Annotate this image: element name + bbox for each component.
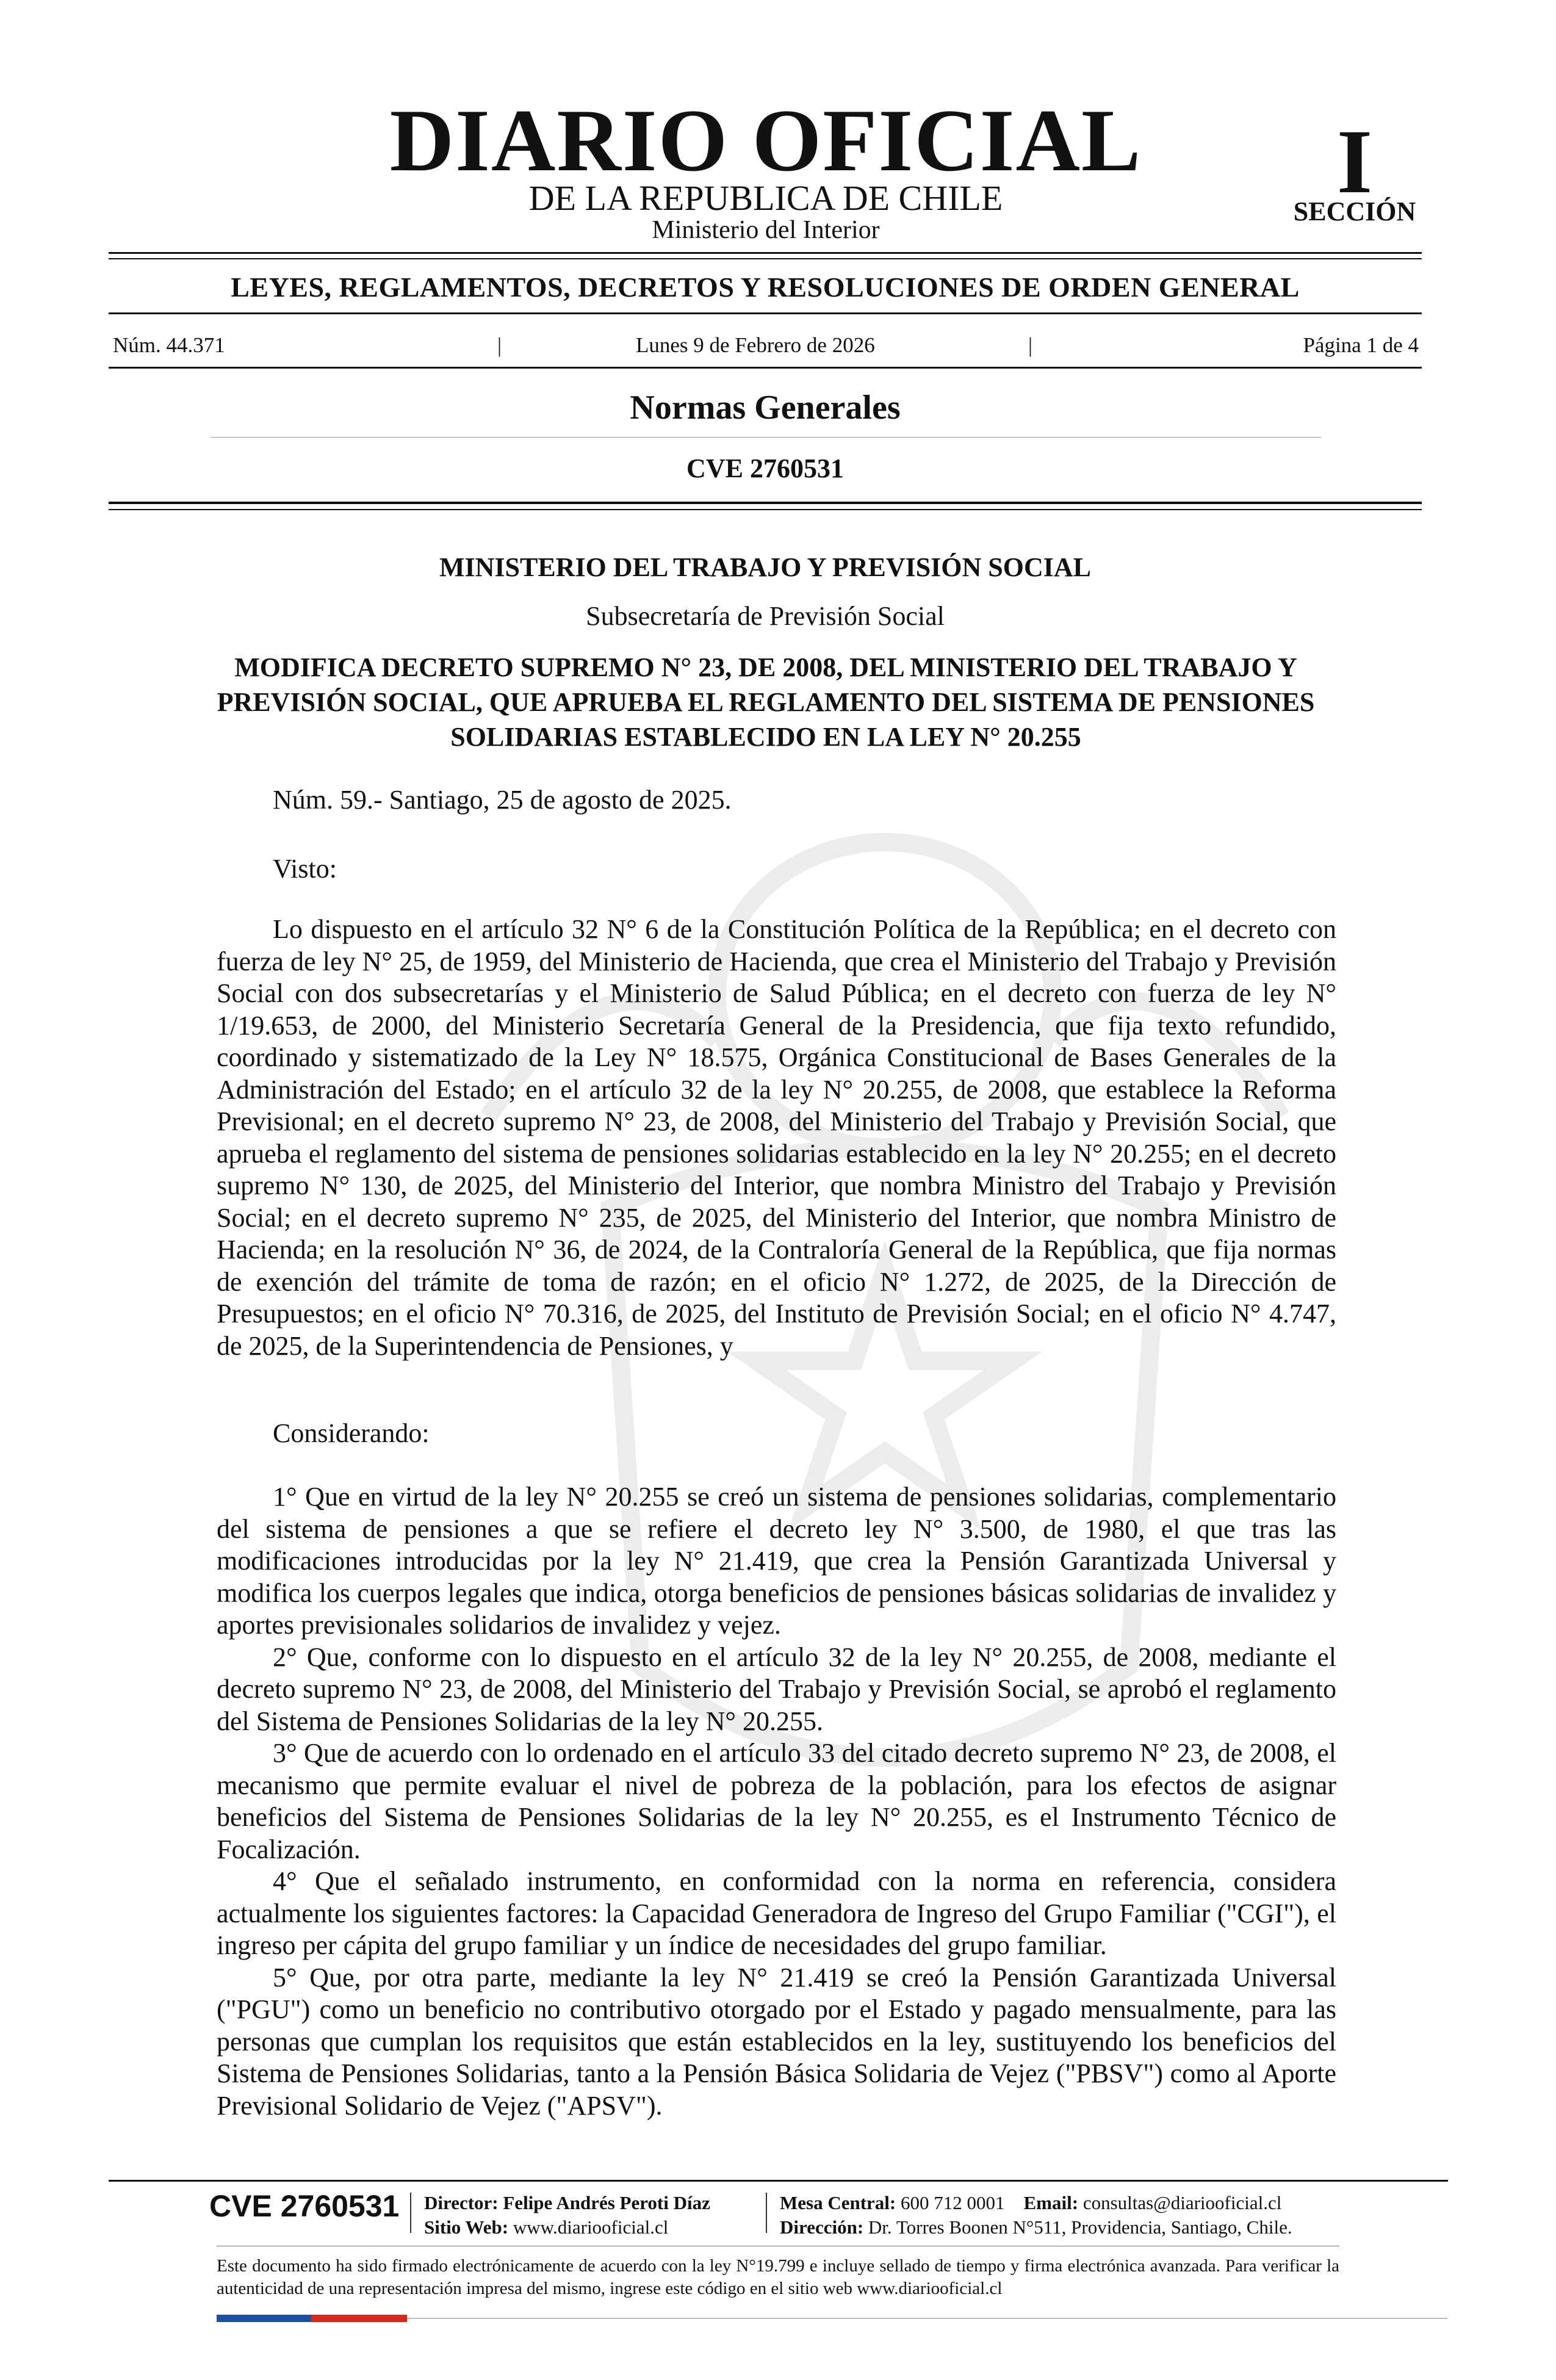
considerando-label: Considerando:	[273, 1418, 430, 1448]
visto-paragraph	[217, 914, 1336, 1362]
footer-director-block	[424, 2191, 710, 2240]
visto-text: Lo dispuesto en el artículo 32 N° 6 de la Constitución Política de la República; en el decreto con fuerza de ley N° 25, de 1959, del Ministerio de Hacienda, que crea el Ministerio del Trabajo y Previsión Social con dos subsecretarías y el Ministerio de Salud Pública; en el decreto con fuerza de ley N° 1/19.653, de 2000, del Ministerio Secretaría General de la Presidencia, que fija texto refundido, coordinado y sistematizado de la Ley N° 18.575, Orgánica Constitucional de Bases Generales de la Administración del Estado; en el artículo 32 de la ley N° 20.255, de 2008, que establece la Reforma Previsional; en el decreto supremo N° 23, de 2008, del Ministerio del Trabajo y Previsión Social, que aprueba el reglamento del sistema de pensiones solidarias establecido en la ley N° 20.255; en el decreto supremo N° 130, de 2025, del Ministerio del Interior, que nombra Ministro del Trabajo y Previsión Social; en el decreto supremo N° 235, de 2025, del Ministerio del Interior, que nombra Ministro de Hacienda; en la resolución N° 36, de 2024, de la Contraloría General de la República, que fija normas de exención del trámite de toma de razón; en el oficio N° 1.272, de 2025, de la Dirección de Presupuestos; en el oficio N° 70.316, de 2025, del Instituto de Previsión Social; en el oficio N° 4.747, de 2025, de la Superintendencia de Pensiones, y	[217, 914, 1336, 1361]
considerando-item: 1° Que en virtud de la ley N° 20.255 se creó un sistema de pensiones solidarias, complementario del sistema de pensiones a que se refiere el decreto ley N° 3.500, de 1980, el que tras las modificaciones introducidas por la ley N° 21.419, que crea la Pensión Garantizada Universal y modifica los cuerpos legales que indica, otorga beneficios de pensiones básicas solidarias de invalidez y aportes previsionales solidarios de invalidez y vejez.	[217, 1482, 1336, 1640]
tagline: LEYES, REGLAMENTOS, DECRETOS Y RESOLUCIONES DE ORDEN GENERAL	[231, 272, 1300, 303]
footer-cve-code: CVE 2760531	[209, 2189, 400, 2223]
footer-contact-block	[780, 2191, 1292, 2240]
subsecretaria: Subsecretaría de Previsión Social	[586, 601, 945, 631]
section-divider	[211, 437, 1321, 438]
section-label: SECCIÓN	[1293, 197, 1416, 226]
mesa-phone: 600 712 0001	[901, 2192, 1005, 2213]
cve-code: CVE 2760531	[686, 453, 844, 483]
body-rule-thick	[109, 502, 1422, 504]
flag-stripe-red	[311, 2315, 407, 2322]
section-number: I	[1336, 111, 1373, 212]
considerando-item: 3° Que de acuerdo con lo ordenado en el artículo 33 del citado decreto supremo N° 23, de 2008, el mecanismo que permite evaluar el nivel de pobreza de la población, para los efectos de asignar beneficios del Sistema de Pensiones Solidarias de la ley N° 20.255, es el Instrumento Técnico de Focalización.	[217, 1738, 1336, 1864]
flag-stripe-line	[407, 2318, 1447, 2319]
decree-number-line: Núm. 59.- Santiago, 25 de agosto de 2025.	[273, 785, 732, 815]
address-value: Dr. Torres Boonen N°511, Providencia, Santiago, Chile.	[868, 2216, 1292, 2238]
footer-rule	[109, 2180, 1448, 2182]
info-separator: |	[1028, 333, 1033, 357]
masthead-title: DIARIO OFICIAL	[389, 91, 1142, 190]
info-separator: |	[497, 333, 502, 357]
issue-date: Lunes 9 de Febrero de 2026	[636, 333, 875, 357]
header-rule-mid	[109, 312, 1422, 314]
flag-stripe-blue	[217, 2315, 311, 2322]
director-label: Director:	[424, 2192, 499, 2213]
infobar-rule	[109, 367, 1422, 369]
section-title: Normas Generales	[630, 389, 901, 427]
masthead-subtitle: DE LA REPUBLICA DE CHILE	[528, 178, 1003, 218]
authenticity-note: Este documento ha sido firmado electrónicamente de acuerdo con la ley N°19.799 e incluye sellado de tiempo y firma electrónica avanzada. Para verificar la autenticidad de una representación impresa del mismo, ingrese este código en el sitio web www.diariooficial.cl	[217, 2256, 1339, 2298]
page-indicator: Página 1 de 4	[1303, 333, 1419, 357]
email-label: Email:	[1023, 2192, 1079, 2213]
director-name: Felipe Andrés Peroti Díaz	[503, 2192, 710, 2213]
footer-separator	[766, 2193, 767, 2233]
mesa-label: Mesa Central:	[780, 2192, 896, 2213]
website-link[interactable]: www.diariooficial.cl	[513, 2216, 669, 2238]
email-link[interactable]: consultas@diariooficial.cl	[1082, 2192, 1282, 2213]
considerandos-list	[217, 1481, 1336, 2122]
address-label: Dirección:	[780, 2216, 864, 2238]
considerando-item: 5° Que, por otra parte, mediante la ley N° 21.419 se creó la Pensión Garantizada Universal ("PGU") como un beneficio no contributivo otorgado por el Estado y pagado mensualmente, para las personas que cumplan los requisitos que están establecidos en la ley, sustituyendo los beneficios del Sistema de Pensiones Solidarias, tanto a la Pensión Básica Solidaria de Vejez ("PBSV") como al Aporte Previsional Solidario de Vejez ("APSV").	[217, 1962, 1336, 2121]
footer-separator	[410, 2193, 411, 2233]
visto-label: Visto:	[273, 854, 337, 884]
website-label: Sitio Web:	[424, 2216, 509, 2238]
issuing-ministry: MINISTERIO DEL TRABAJO Y PREVISIÓN SOCIAL	[439, 552, 1092, 582]
header-rule-top-thin	[109, 258, 1422, 259]
decree-title: MODIFICA DECRETO SUPREMO N° 23, DE 2008, DEL MINISTERIO DEL TRABAJO Y PREVISIÓN SOCIAL, QUE APRUEBA EL REGLAMENTO DEL SISTEMA DE PENSIONES SOLIDARIAS ESTABLECIDO EN LA LEY N° 20.255	[217, 652, 1315, 752]
considerando-item: 4° Que el señalado instrumento, en conformidad con la norma en referencia, considera actualmente los siguientes factores: la Capacidad Generadora de Ingreso del Grupo Familiar ("CGI"), el ingreso per cápita del grupo familiar y un índice de necesidades del grupo familiar.	[217, 1866, 1336, 1960]
issue-number: Núm. 44.371	[113, 333, 225, 357]
body-rule-thin	[109, 509, 1422, 510]
masthead-ministry: Ministerio del Interior	[652, 216, 880, 244]
header-rule-top	[109, 252, 1422, 254]
considerando-item: 2° Que, conforme con lo dispuesto en el artículo 32 de la ley N° 20.255, de 2008, mediante el decreto supremo N° 23, de 2008, del Ministerio del Trabajo y Previsión Social, se aprobó el reglamento del Sistema de Pensiones Solidarias de la ley N° 20.255.	[217, 1642, 1336, 1736]
